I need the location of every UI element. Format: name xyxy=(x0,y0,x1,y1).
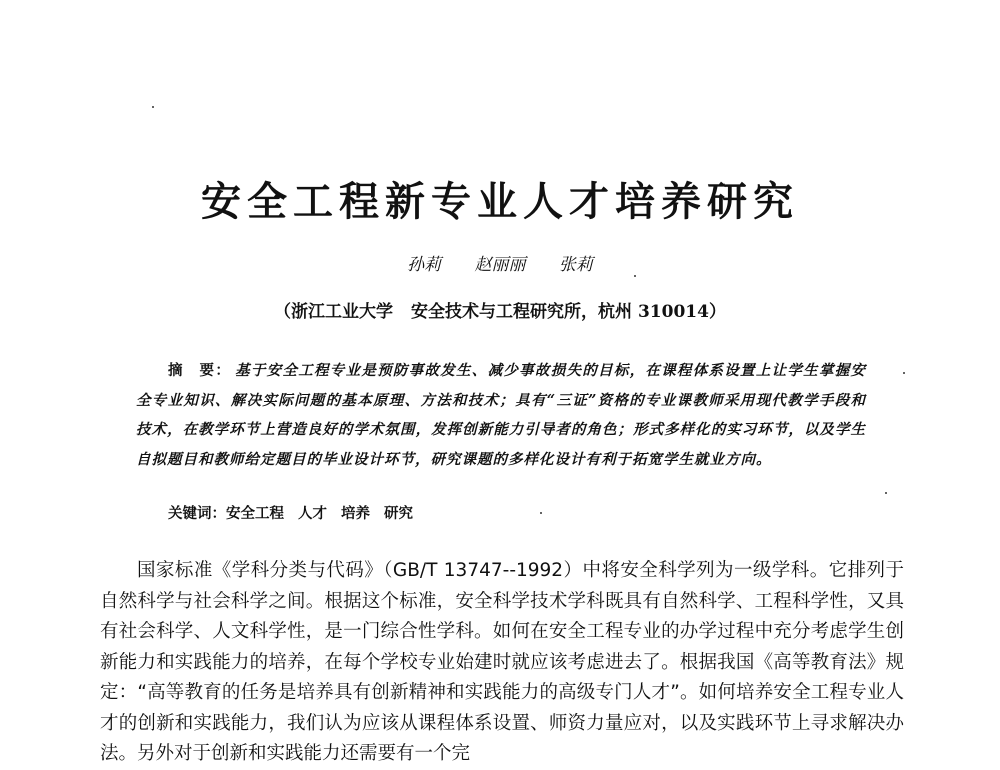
scan-speck xyxy=(152,106,154,108)
affiliation-open-paren: （ xyxy=(274,302,292,322)
author-name: 孙莉 xyxy=(407,255,442,275)
keyword: 培养 xyxy=(341,505,370,522)
author-name: 张莉 xyxy=(558,255,593,275)
affiliation-close-paren: ） xyxy=(708,302,726,322)
abstract-label: 摘 要： xyxy=(168,362,232,379)
scan-speck xyxy=(540,512,542,514)
abstract xyxy=(136,356,866,474)
scan-speck xyxy=(885,492,887,494)
scan-speck xyxy=(634,275,636,277)
author-list xyxy=(0,250,1000,275)
body-text xyxy=(100,556,904,770)
keywords xyxy=(168,502,427,523)
author-name: 赵丽丽 xyxy=(474,255,526,275)
body-paragraph: 国家标准《学科分类与代码》（GB/T 13747--1992）中将安全科学列为一级学科。它排列于自然科学与社会科学之间。根据这个标准，安全科学技术学科既具有自然科学、工程科学性，又具有社会科学、人文科学性，是一门综合性学科。如何在安全工程专业的办学过程中充分考虑学生创新能力和实践能力的培养，在每个学校专业始建时就应该考虑进去了。根据我国《高等教育法》规定：“高等教育的任务是培养具有创新精神和实践能力的高级专门人才”。如何培养安全工程专业人才的创新和实践能力，我们认为应该从课程体系设置、师资力量应对，以及实践环节上寻求解决办法。另外对于创新和实践能力还需要有一个完 xyxy=(100,560,904,764)
keyword: 研究 xyxy=(384,505,413,522)
affiliation xyxy=(0,297,1000,322)
keywords-label: 关键词： xyxy=(168,505,226,522)
affiliation-university: 浙江工业大学 xyxy=(291,302,394,322)
scan-speck xyxy=(903,372,905,374)
paper-title: 安全工程新专业人才培养研究 xyxy=(201,178,799,225)
abstract-text: 基于安全工程专业是预防事故发生、减少事故损失的目标，在课程体系设置上让学生掌握安全专业知识、解决实际问题的基本原理、方法和技术；具有“三证”资格的专业课教师采用现代教学手段和技术，在教学环节上营造良好的学术氛围，发挥创新能力引导者的角色；形式多样化的实习环节，以及学生自拟题目和教师给定题目的毕业设计环节，研究课题的多样化设计有利于拓宽学生就业方向。 xyxy=(136,362,867,468)
keyword: 人才 xyxy=(298,505,327,522)
affiliation-institute: 安全技术与工程研究所，杭州 310014 xyxy=(411,302,709,322)
keyword: 安全工程 xyxy=(226,505,284,522)
